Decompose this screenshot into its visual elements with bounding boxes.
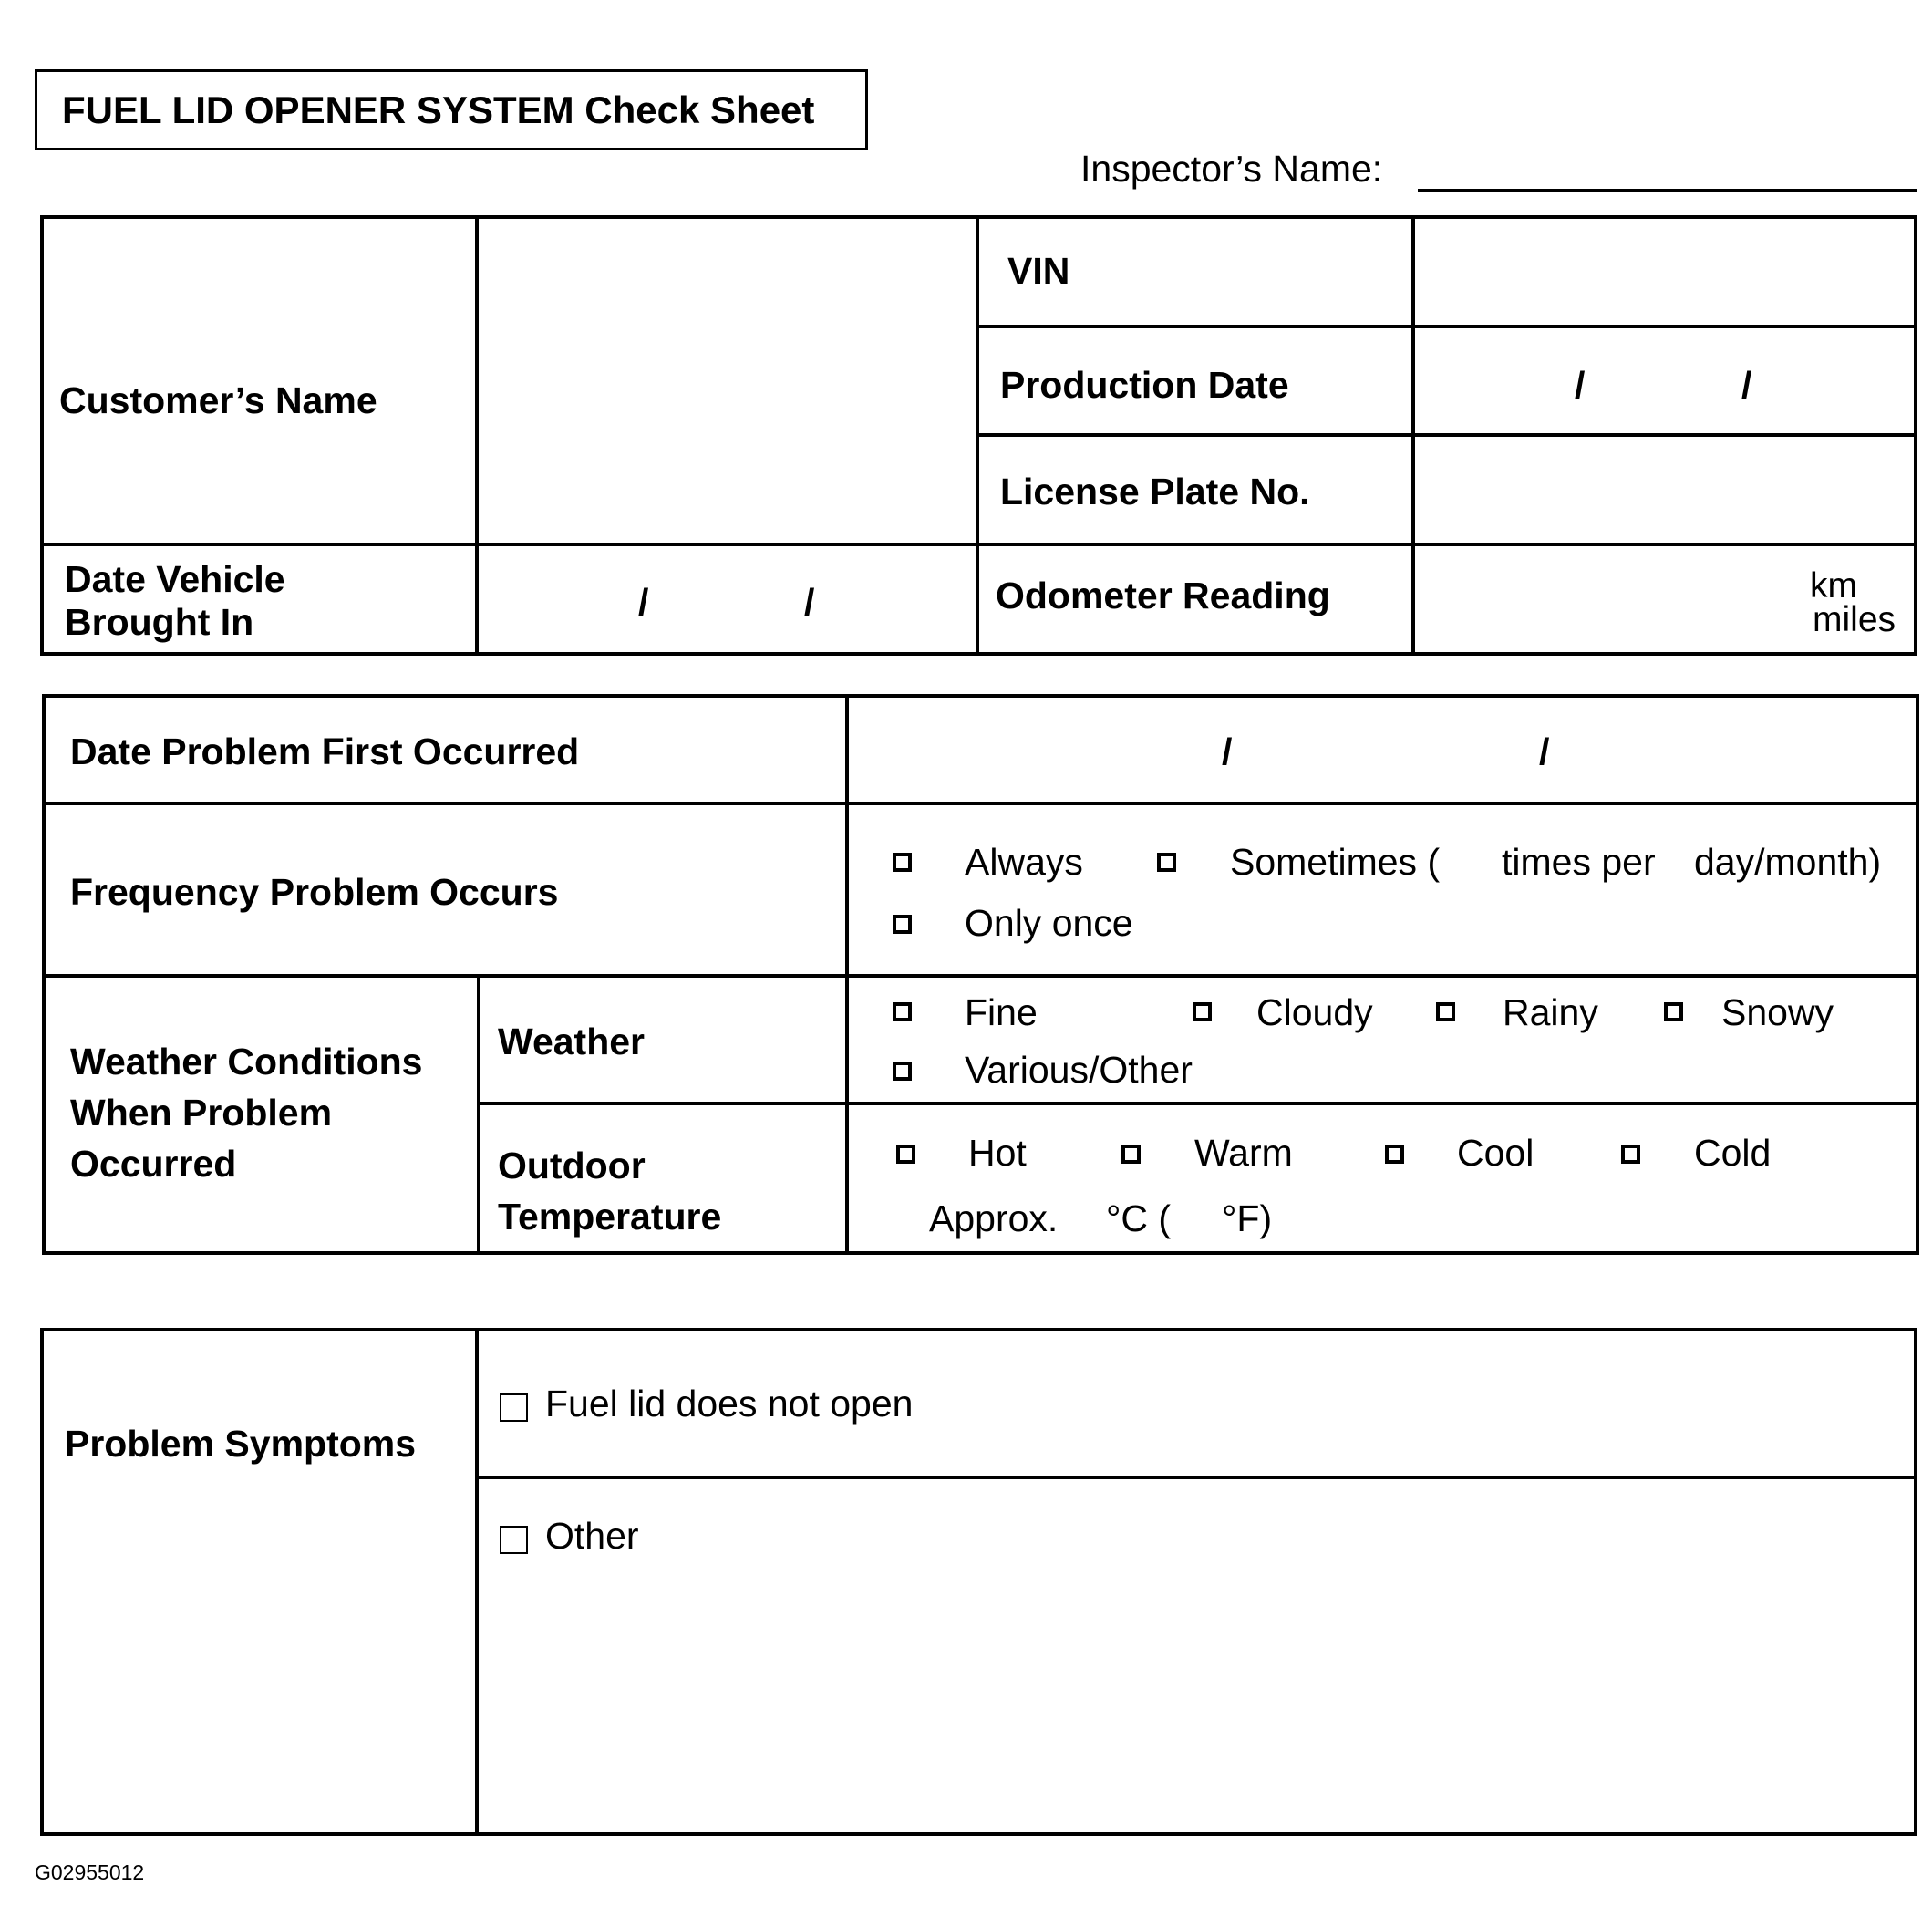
symptom-fuel-lid-checkbox[interactable] [500,1393,528,1422]
date-separator: / [1575,364,1586,406]
frequency-only-once-checkbox[interactable] [893,915,912,934]
weather-other-label: Various/Other [965,1049,1193,1091]
temperature-cool-label: Cool [1457,1132,1534,1174]
temperature-warm-checkbox[interactable] [1121,1145,1141,1164]
date-separator: / [1222,730,1233,772]
frequency-label: Frequency Problem Occurs [70,871,559,913]
weather-rainy-checkbox[interactable] [1436,1002,1455,1021]
frequency-day-month-label: day/month) [1694,841,1882,883]
celsius-label: °C ( [1106,1197,1172,1239]
weather-group-label: Weather Conditions When Problem Occurred [70,1041,423,1185]
weather-cloudy-label: Cloudy [1256,991,1373,1033]
figure-code: G02955012 [35,1860,145,1884]
inspector-name-label: Inspector’s Name: [1080,148,1383,190]
frequency-times-per-label: times per [1502,841,1656,883]
temperature-label: Outdoor Temperature [498,1145,722,1238]
symptom-other-checkbox[interactable] [500,1526,528,1554]
fahrenheit-label: °F) [1222,1197,1273,1239]
approx-label: Approx. [929,1197,1059,1239]
date-brought-in-field[interactable] [479,546,976,652]
date-separator: / [804,581,815,623]
date-separator: / [1741,364,1752,406]
weather-snowy-label: Snowy [1721,991,1834,1033]
customer-name-label: Customer’s Name [59,379,377,421]
temperature-cold-label: Cold [1694,1132,1772,1174]
inspector-name-line[interactable] [1418,189,1917,192]
first-occurred-label: Date Problem First Occurred [70,730,580,772]
production-date-label: Production Date [1000,364,1289,406]
symptom-other-field[interactable] [479,1578,1914,1832]
first-occurred-field[interactable] [849,698,1916,802]
weather-cloudy-checkbox[interactable] [1193,1002,1212,1021]
temperature-hot-checkbox[interactable] [896,1145,915,1164]
temperature-cool-checkbox[interactable] [1385,1145,1404,1164]
symptom-fuel-lid-label: Fuel lid does not open [545,1383,914,1425]
odometer-label: Odometer Reading [996,575,1330,616]
production-date-field[interactable] [1415,328,1914,433]
weather-label: Weather [498,1020,646,1062]
date-brought-in-label: Date Vehicle Brought In [65,558,285,643]
weather-other-checkbox[interactable] [893,1062,912,1081]
weather-fine-label: Fine [965,991,1038,1033]
frequency-sometimes-label: Sometimes ( [1230,841,1441,883]
frequency-sometimes-checkbox[interactable] [1157,853,1176,872]
temperature-cold-checkbox[interactable] [1621,1145,1640,1164]
sheet-title: FUEL LID OPENER SYSTEM Check Sheet [62,88,815,131]
vin-field[interactable] [1415,219,1914,325]
odometer-unit-miles: miles [1813,600,1896,639]
problem-symptoms-label: Problem Symptoms [65,1423,417,1465]
weather-fine-checkbox[interactable] [893,1002,912,1021]
frequency-only-once-label: Only once [965,902,1133,944]
date-separator: / [638,581,649,623]
customer-name-field[interactable] [479,219,976,543]
temperature-hot-label: Hot [968,1132,1027,1174]
weather-snowy-checkbox[interactable] [1664,1002,1683,1021]
frequency-always-checkbox[interactable] [893,853,912,872]
frequency-always-label: Always [965,841,1083,883]
odometer-unit-km: km [1810,566,1857,606]
license-plate-field[interactable] [1415,437,1914,543]
license-plate-label: License Plate No. [1000,471,1310,513]
weather-rainy-label: Rainy [1503,991,1598,1033]
symptom-other-label: Other [545,1515,639,1557]
date-separator: / [1539,730,1550,772]
vin-label: VIN [1007,250,1070,292]
temperature-warm-label: Warm [1194,1132,1293,1174]
